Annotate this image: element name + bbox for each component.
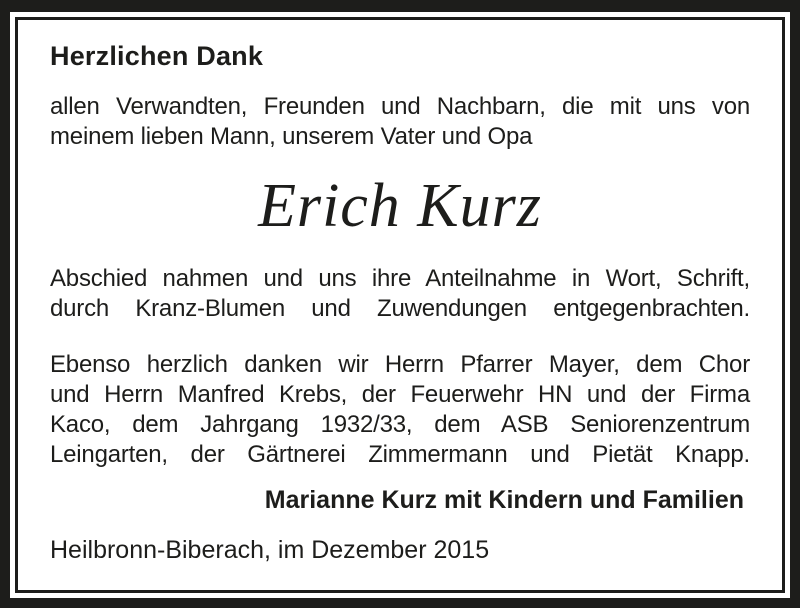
extended-thanks-line-1: Ebenso herzlich danken wir Herrn Pfarrer Mayer, dem Chor [50,351,750,378]
extended-thanks-paragraph [50,350,750,470]
intro-line-2: meinem lieben Mann, unserem Vater und Opa [50,123,533,150]
extended-thanks-line-4: Leingarten, der Gärtnerei Zimmermann und Pietät Knapp. [50,441,750,468]
intro-line-1: allen Verwandten, Freunden und Nachbarn, die mit uns von [50,93,750,120]
notice-content [18,20,782,564]
extended-thanks-line-3: Kaco, dem Jahrgang 1932/33, dem ASB Seniorenzentrum [50,411,750,438]
deceased-name: Erich Kurz [258,172,542,240]
notice-heading: Herzlichen Dank [50,41,264,71]
notice-card [15,17,785,593]
thanks-line-2: durch Kranz-Blumen und Zuwendungen entgegenbrachten. [50,295,750,322]
thanks-paragraph [50,264,750,324]
thanks-line-1: Abschied nahmen und uns ihre Anteilnahme in Wort, Schrift, [50,265,750,292]
intro-paragraph [50,92,750,152]
place-date-line: Heilbronn-Biberach, im Dezember 2015 [50,536,490,564]
signature-line: Marianne Kurz mit Kindern und Familien [264,486,744,514]
extended-thanks-line-2: und Herrn Manfred Krebs, der Feuerwehr HN und der Firma [50,381,750,408]
frame-gap [10,12,790,598]
